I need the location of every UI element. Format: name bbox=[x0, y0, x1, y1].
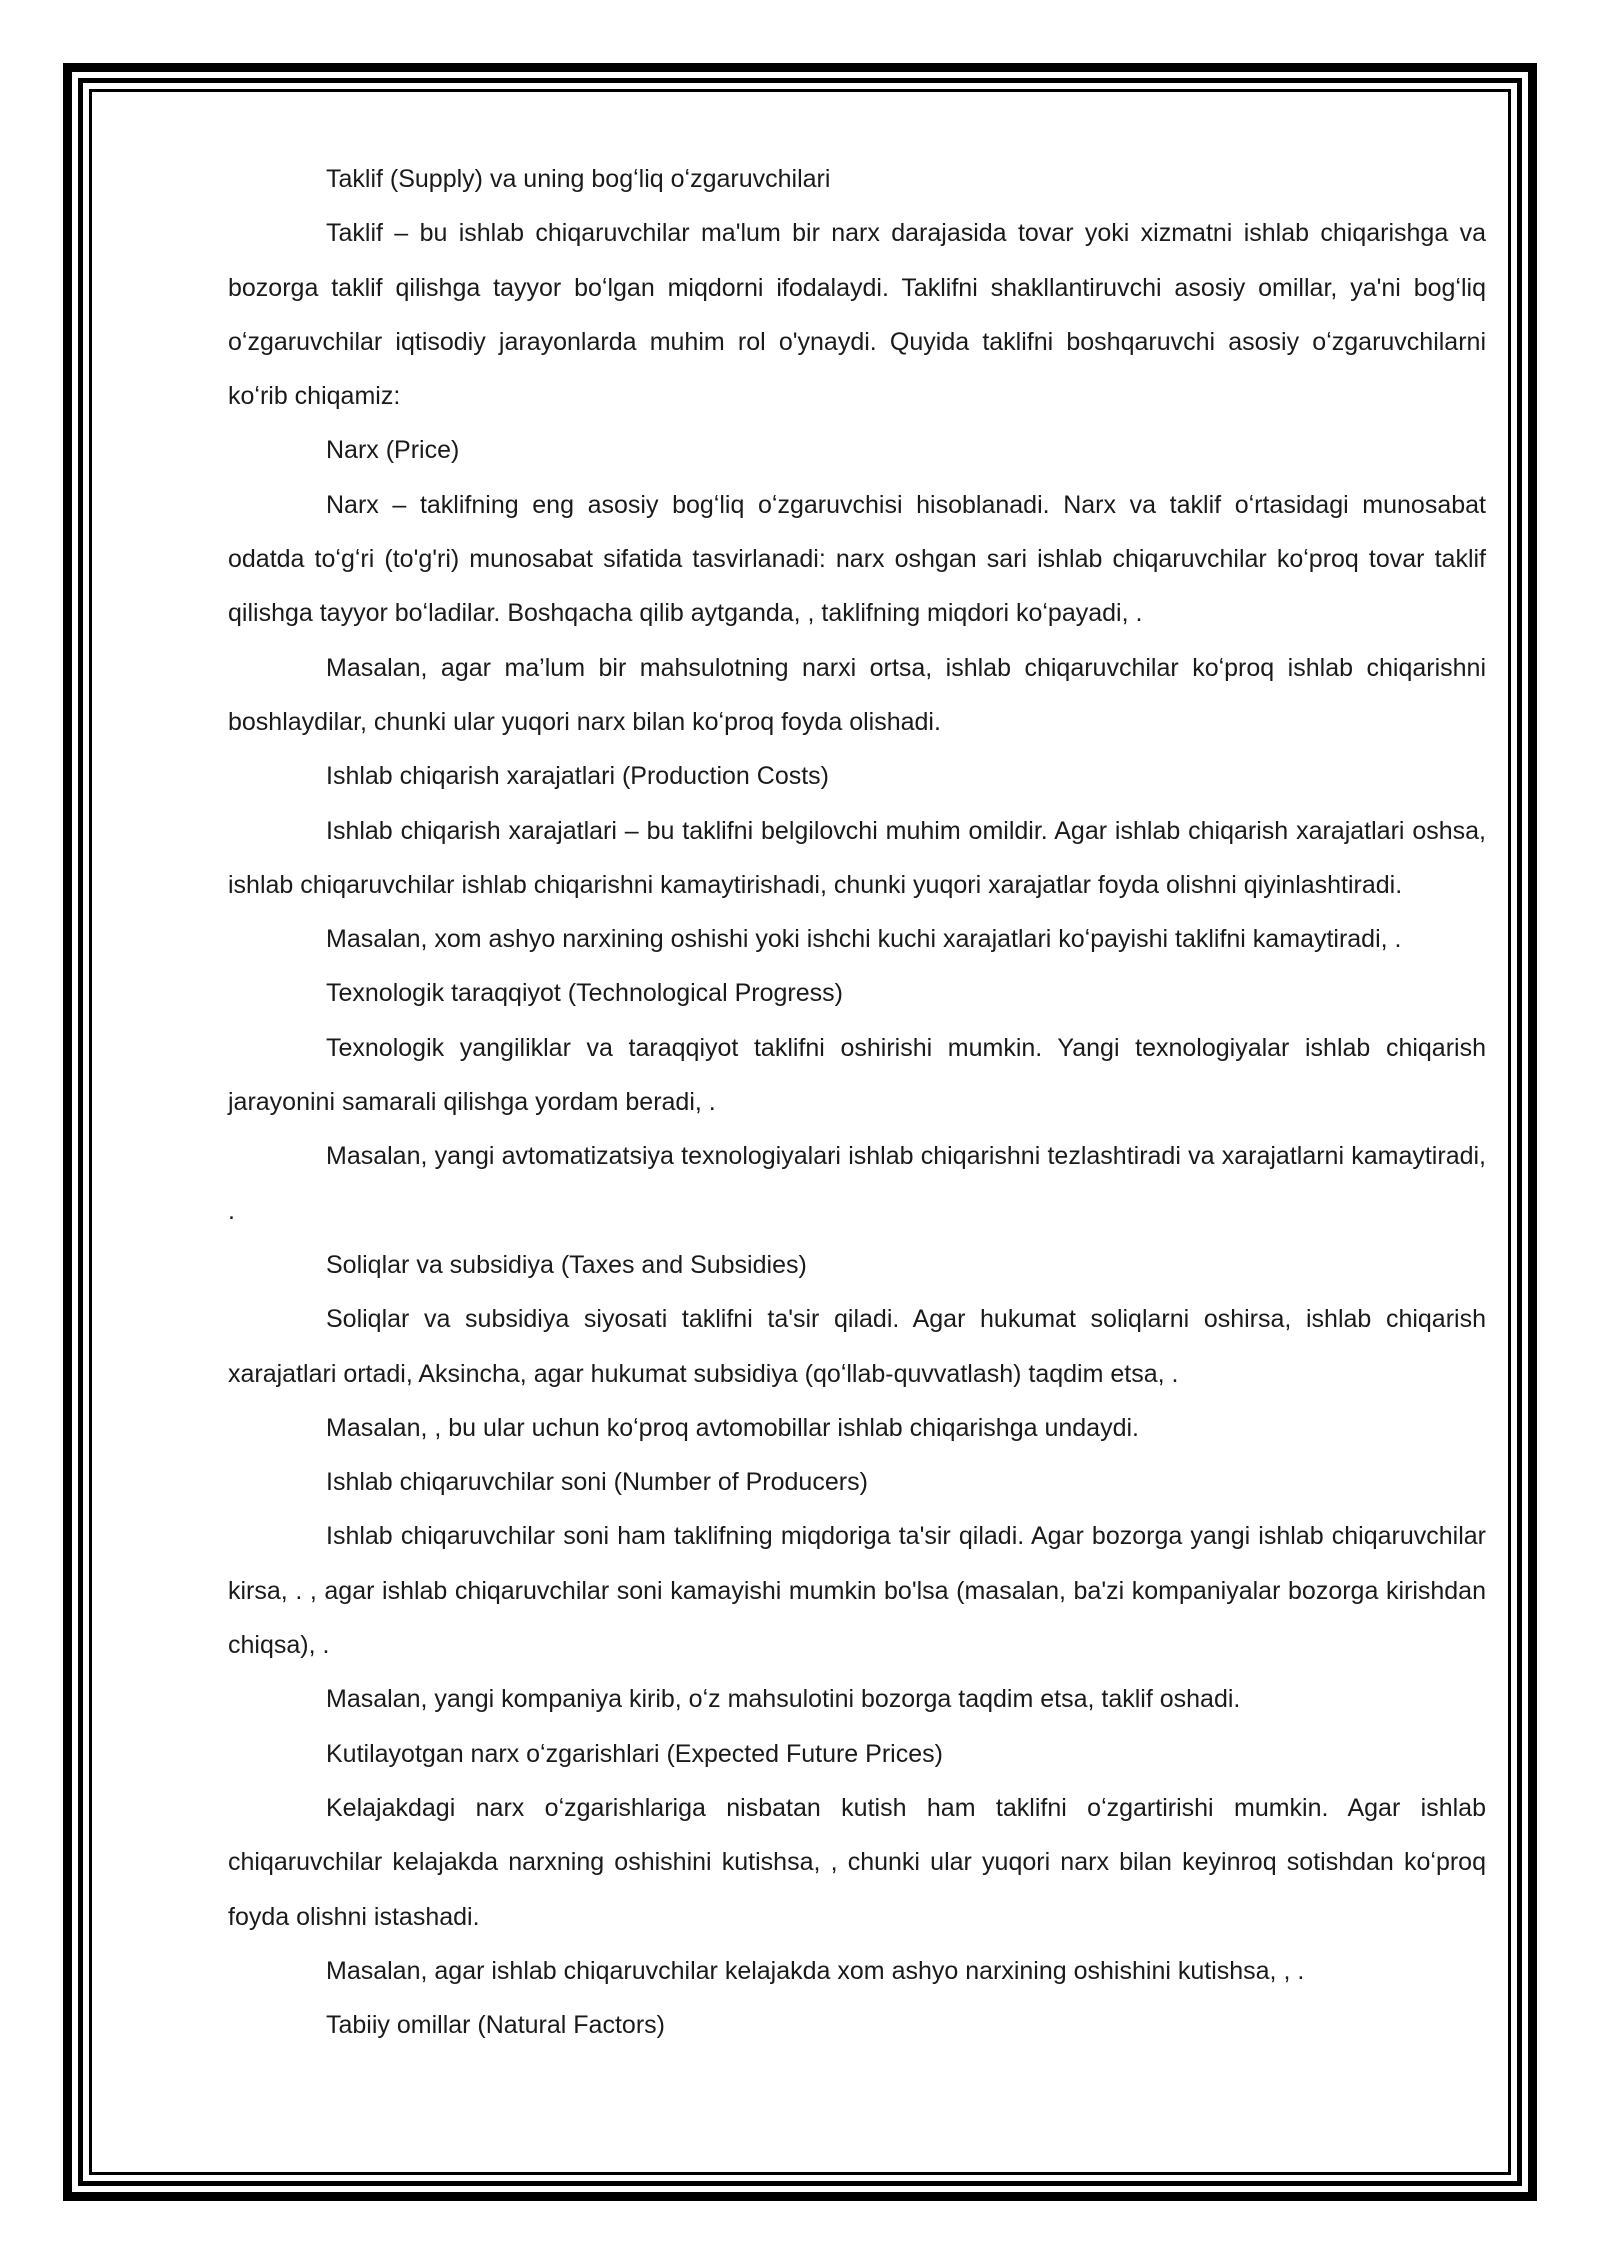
paragraph-technology-example: Masalan, yangi avtomatizatsiya texnologiyalari ishlab chiqarishni tezlashtiradi va xarajatlarni kamaytiradi, . bbox=[228, 1142, 1486, 1225]
paragraph-producers-example: Masalan, yangi kompaniya kirib, oʻz mahsulotini bozorga taqdim etsa, taklif oshadi. bbox=[326, 1685, 1241, 1714]
paragraph-price-example: Masalan, agar ma’lum bir mahsulotning narxi ortsa, ishlab chiqaruvchilar koʻproq ishlab chiqarishni boshlaydilar, chunki ular yuqori narx bilan koʻproq foyda olishadi. bbox=[228, 653, 1486, 736]
paragraph-taxes-example: Masalan, , bu ular uchun koʻproq avtomobillar ishlab chiqarishga undaydi. bbox=[326, 1413, 1139, 1442]
paragraph-taxes: Soliqlar va subsidiya siyosati taklifni ta'sir qiladi. Agar hukumat soliqlarni oshirsa, ishlab chiqarish xarajatlari ortadi, Aksincha, agar hukumat subsidiya (qoʻllab-quvvatlash) taqdim etsa, . bbox=[228, 1305, 1486, 1388]
document-body bbox=[228, 152, 1486, 2052]
paragraph-supply-definition: Taklif – bu ishlab chiqaruvchilar ma'lum bir narx darajasida tovar yoki xizmatni ishlab chiqarishga va bozorga taklif qilishga tayyor boʻlgan miqdorni ifodalaydi. Taklifni shakllantiruvchi asosiy omillar, ya'ni bogʻliq oʻzgaruvchilar iqtisodiy jarayonlarda muhim rol o'ynaydi. Quyida taklifni boshqaruvchi asosiy oʻzgaruvchilarni koʻrib chiqamiz: bbox=[228, 219, 1486, 411]
section-title-price: Narx (Price) bbox=[326, 436, 460, 465]
section-title-supply: Taklif (Supply) va uning bogʻliq oʻzgaruvchilari bbox=[326, 165, 831, 193]
paragraph-production-costs-example: Masalan, xom ashyo narxining oshishi yoki ishchi kuchi xarajatlari koʻpayishi taklifni kamaytiradi, . bbox=[326, 925, 1402, 954]
section-title-taxes: Soliqlar va subsidiya (Taxes and Subsidies) bbox=[326, 1250, 807, 1279]
paragraph-expected-prices-example: Masalan, agar ishlab chiqaruvchilar kelajakda xom ashyo narxining oshishini kutishsa, , . bbox=[326, 1956, 1305, 1985]
paragraph-expected-prices: Kelajakdagi narx oʻzgarishlariga nisbatan kutish ham taklifni oʻzgartirishi mumkin. Agar ishlab chiqaruvchilar kelajakda narxning oshishini kutishsa, , chunki ular yuqori narx bilan keyinroq sotishdan koʻproq foyda olishni istashadi. bbox=[228, 1793, 1486, 1931]
section-title-natural-factors: Tabiiy omillar (Natural Factors) bbox=[326, 2011, 665, 2040]
section-title-technology: Texnologik taraqqiyot (Technological Progress) bbox=[326, 979, 843, 1008]
paragraph-producers: Ishlab chiqaruvchilar soni ham taklifning miqdoriga ta'sir qiladi. Agar bozorga yangi ishlab chiqaruvchilar kirsa, . , agar ishlab chiqaruvchilar soni kamayishi mumkin bo'lsa (masalan, ba'zi kompaniyalar bozorga kirishdan chiqsa), . bbox=[228, 1522, 1486, 1660]
section-title-producers: Ishlab chiqaruvchilar soni (Number of Producers) bbox=[326, 1468, 868, 1497]
paragraph-price: Narx – taklifning eng asosiy bogʻliq oʻzgaruvchisi hisoblanadi. Narx va taklif oʻrtasidagi munosabat odatda toʻgʻri (to'g'ri) munosabat sifatida tasvirlanadi: narx oshgan sari ishlab chiqaruvchilar koʻproq tovar taklif qilishga tayyor boʻladilar. Boshqacha qilib aytganda, , taklifning miqdori koʻpayadi, . bbox=[228, 490, 1486, 628]
section-title-expected-prices: Kutilayotgan narx oʻzgarishlari (Expected Future Prices) bbox=[326, 1739, 943, 1768]
paragraph-production-costs: Ishlab chiqarish xarajatlari – bu taklifni belgilovchi muhim omildir. Agar ishlab chiqarish xarajatlari oshsa, ishlab chiqaruvchilar ishlab chiqarishni kamaytirishadi, chunki yuqori xarajatlar foyda olishni qiyinlashtiradi. bbox=[228, 816, 1486, 899]
section-title-production-costs: Ishlab chiqarish xarajatlari (Production Costs) bbox=[326, 762, 829, 791]
paragraph-technology: Texnologik yangiliklar va taraqqiyot taklifni oshirishi mumkin. Yangi texnologiyalar ishlab chiqarish jarayonini samarali qilishga yordam beradi, . bbox=[228, 1033, 1486, 1117]
